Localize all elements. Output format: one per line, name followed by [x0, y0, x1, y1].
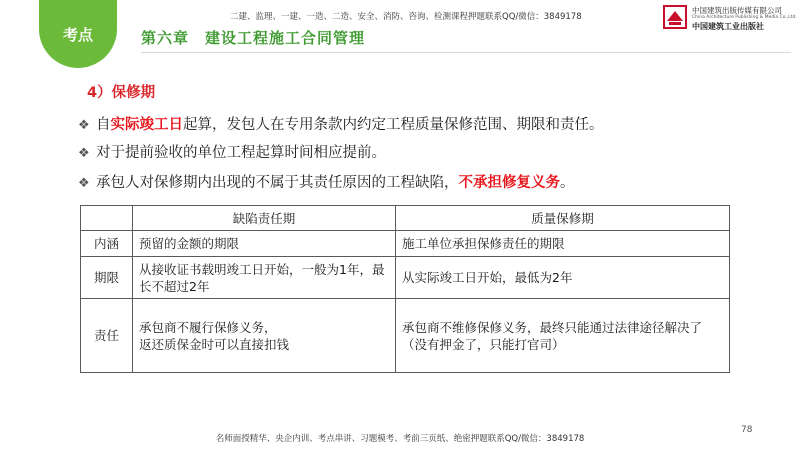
- diamond-bullet-icon: ❖: [78, 146, 90, 161]
- logo-line-1: 中国建筑出版传媒有限公司: [692, 6, 782, 15]
- publisher-logo-icon: [663, 5, 687, 29]
- table-cell: 从实际竣工日开始，最低为2年: [396, 257, 730, 299]
- table-cell: 承包商不维修保修义务，最终只能通过法律途径解决了（没有押金了，只能打官司）: [396, 299, 730, 373]
- bullet-text: 。: [560, 175, 575, 191]
- bullet-item: [78, 171, 575, 192]
- row-label: 责任: [81, 299, 133, 373]
- table-cell: 从接收证书载明竣工日开始，一般为1年，最长不超过2年: [133, 257, 396, 299]
- bullet-text: 自: [96, 117, 111, 133]
- table-cell: 施工单位承担保修责任的期限: [396, 231, 730, 257]
- bullet-emphasis: 实际竣工日: [110, 117, 183, 133]
- table-header-cell: 缺陷责任期: [133, 206, 396, 231]
- row-label: 内涵: [81, 231, 133, 257]
- table-row: [81, 299, 730, 373]
- logo-line-3: 中国建筑工业出版社: [692, 22, 764, 31]
- bullet-text: 承包人对保修期内出现的不属于其责任原因的工程缺陷，: [96, 175, 459, 191]
- chapter-title: 第六章 建设工程施工合同管理: [141, 29, 366, 47]
- bullet-text: 对于提前验收的单位工程起算时间相应提前。: [96, 145, 386, 161]
- row-label: 期限: [81, 257, 133, 299]
- table-row: [81, 257, 730, 299]
- table-cell: 预留的金额的期限: [133, 231, 396, 257]
- badge-label: 考点: [62, 25, 93, 44]
- table-row: [81, 231, 730, 257]
- logo-line-2: China Architecture Publishing & Media Co.,Ltd.: [692, 15, 797, 20]
- footer-contact-note: 名师面授精华、央企内训、考点串讲、习题模考、考前三页纸、绝密押题联系QQ/微信：3849178: [215, 434, 585, 444]
- topic-badge: [39, 0, 117, 68]
- bullet-emphasis: 不承担修复义务: [458, 175, 560, 191]
- diamond-bullet-icon: ❖: [78, 118, 90, 133]
- diamond-bullet-icon: ❖: [78, 176, 90, 191]
- table-header-row: [81, 206, 730, 231]
- table-cell: 承包商不履行保修义务， 返还质保金时可以直接扣钱: [133, 299, 396, 373]
- bullet-item: [78, 113, 604, 134]
- table-header-cell: 质量保修期: [396, 206, 730, 231]
- section-title: 4）保修期: [87, 85, 156, 101]
- page-number: 78: [741, 425, 753, 435]
- table-header-cell: [81, 206, 133, 231]
- header-divider: [141, 52, 791, 53]
- publisher-logo: [663, 5, 797, 31]
- bullet-text: 起算，发包人在专用条款内约定工程质量保修范围、期限和责任。: [183, 117, 604, 133]
- comparison-table: [80, 205, 730, 373]
- bullet-item: [78, 141, 386, 162]
- top-contact-note: 二建、监理、一建、一造、二造、安全、消防、咨询、检测课程押题联系QQ/微信：3849178: [230, 12, 582, 22]
